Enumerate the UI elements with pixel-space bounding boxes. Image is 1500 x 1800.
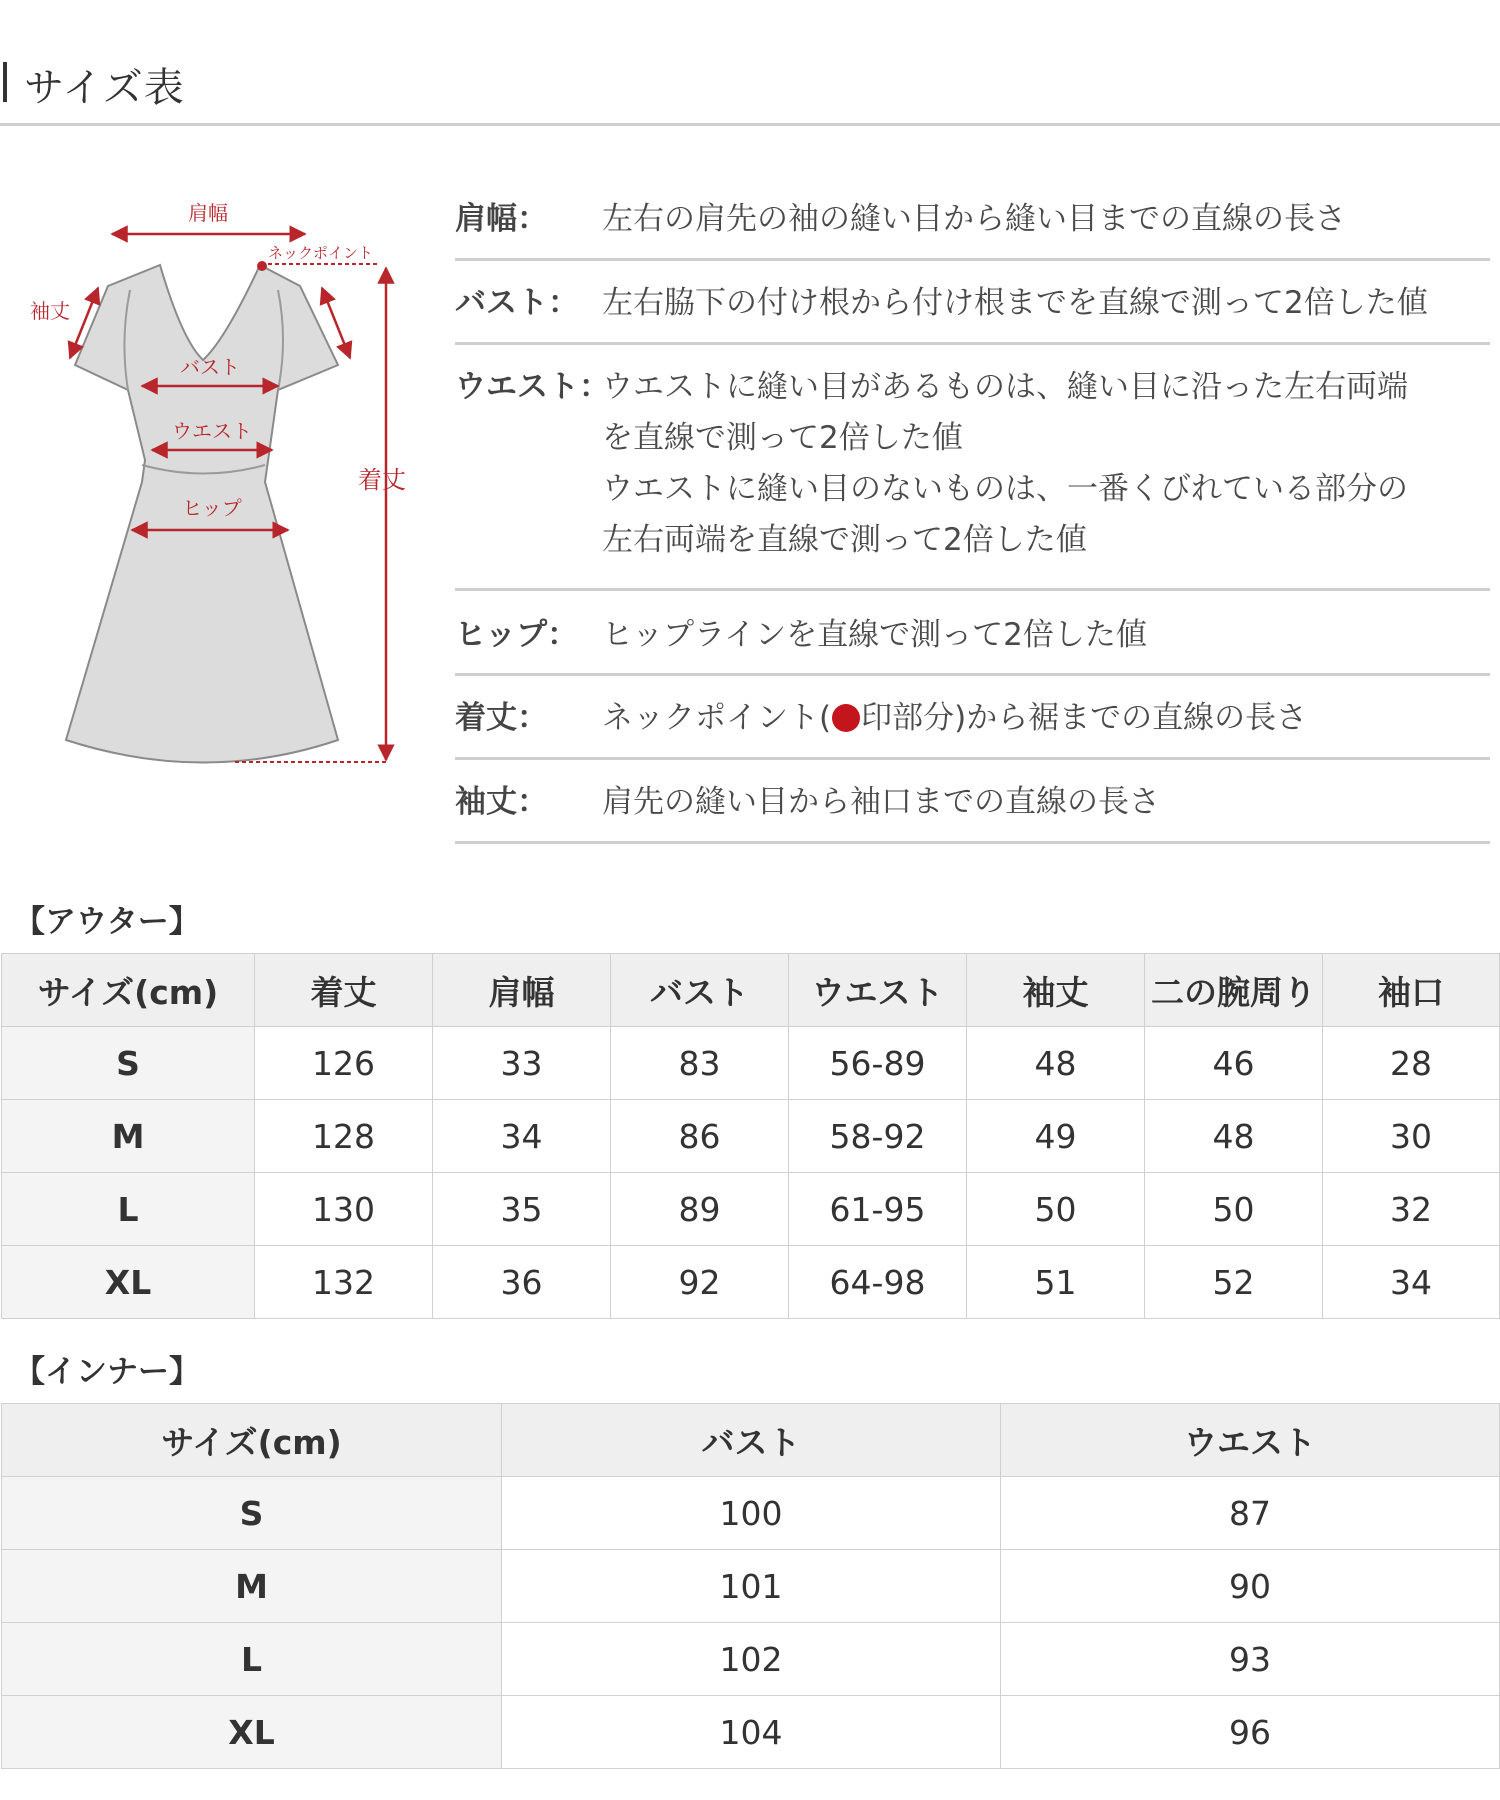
table-cell: 30	[1323, 1100, 1500, 1173]
definition-text	[602, 194, 1490, 245]
inner-size-table	[1, 1403, 1500, 1769]
measurement-definitions	[455, 186, 1490, 844]
size-cell: L	[2, 1623, 502, 1696]
table-cell: 86	[611, 1100, 789, 1173]
definition-hip	[455, 591, 1490, 676]
definition-length	[455, 676, 1490, 760]
table-cell: 61-95	[789, 1173, 967, 1246]
size-cell: M	[2, 1550, 502, 1623]
definition-line	[602, 693, 1490, 744]
definition-text	[602, 362, 1490, 566]
table-cell: 90	[1001, 1550, 1500, 1623]
sleeve-label: 袖丈	[30, 299, 70, 323]
column-header: バスト	[611, 954, 789, 1027]
size-cell: M	[2, 1100, 255, 1173]
definition-text	[602, 610, 1490, 661]
hip-label: ヒップ	[182, 496, 242, 520]
table-header-row	[2, 1404, 1500, 1477]
table-cell: 100	[502, 1477, 1001, 1550]
table-cell: 89	[611, 1173, 789, 1246]
column-header: サイズ(cm)	[2, 1404, 502, 1477]
table-cell: 34	[433, 1100, 611, 1173]
dress-illustration	[20, 190, 430, 790]
definition-line: 肩先の縫い目から袖口までの直線の長さ	[602, 784, 1160, 820]
table-cell: 48	[1145, 1100, 1323, 1173]
red-dot-icon	[832, 704, 860, 732]
table-cell: 49	[967, 1100, 1145, 1173]
waist-label: ウエスト	[172, 419, 252, 443]
definition-line: を直線で測って2倍した値	[602, 420, 963, 456]
table-cell: 101	[502, 1550, 1001, 1623]
outer-section-label: 【アウター】	[14, 904, 200, 940]
definition-line: 左右の肩先の袖の縫い目から縫い目までの直線の長さ	[602, 201, 1346, 237]
column-header: 袖口	[1323, 954, 1500, 1027]
definition-term: ウエスト：	[455, 369, 610, 405]
table-cell: 51	[967, 1246, 1145, 1319]
column-header: 二の腕周り	[1145, 954, 1323, 1027]
definition-term: 着丈：	[455, 700, 548, 736]
definition-line: ヒップラインを直線で測って2倍した値	[602, 617, 1147, 653]
table-cell: 128	[255, 1100, 433, 1173]
table-row	[2, 1550, 1500, 1623]
definition-line: ウエストに縫い目があるものは、縫い目に沿った左右両端	[602, 369, 1408, 405]
table-cell: 96	[1001, 1696, 1500, 1769]
definition-text	[602, 278, 1490, 329]
title-bar	[0, 0, 1500, 126]
table-cell: 58-92	[789, 1100, 967, 1173]
table-row	[2, 1100, 1500, 1173]
definition-term: ヒップ：	[455, 617, 579, 653]
size-cell: S	[2, 1027, 255, 1100]
column-header: ウエスト	[789, 954, 967, 1027]
shoulder-label: 肩幅	[188, 201, 228, 225]
column-header: 肩幅	[433, 954, 611, 1027]
definition-text	[602, 693, 1490, 744]
table-cell: 93	[1001, 1623, 1500, 1696]
table-cell: 48	[967, 1027, 1145, 1100]
neck-point-marker	[257, 261, 267, 271]
table-cell: 32	[1323, 1173, 1500, 1246]
definition-waist	[455, 345, 1490, 591]
size-cell: L	[2, 1173, 255, 1246]
table-cell: 34	[1323, 1246, 1500, 1319]
column-header: 着丈	[255, 954, 433, 1027]
table-cell: 35	[433, 1173, 611, 1246]
table-cell: 64-98	[789, 1246, 967, 1319]
size-cell: S	[2, 1477, 502, 1550]
table-row	[2, 1027, 1500, 1100]
table-cell: 36	[433, 1246, 611, 1319]
definition-line: 左右両端を直線で測って2倍した値	[602, 522, 1087, 558]
table-row	[2, 1173, 1500, 1246]
length-label: 着丈	[358, 466, 406, 494]
garment-diagram	[20, 190, 430, 790]
column-header: ウエスト	[1001, 1404, 1500, 1477]
table-cell: 50	[1145, 1173, 1323, 1246]
definition-text-after-dot: 印部分)から裾までの直線の長さ	[861, 700, 1308, 736]
table-cell: 50	[967, 1173, 1145, 1246]
table-cell: 33	[433, 1027, 611, 1100]
title-marker	[3, 62, 7, 102]
table-cell: 56-89	[789, 1027, 967, 1100]
page-title: サイズ表	[24, 65, 185, 111]
bust-label: バスト	[180, 355, 240, 379]
definition-line: ウエストに縫い目のないものは、一番くびれている部分の	[602, 471, 1408, 507]
column-header: バスト	[502, 1404, 1001, 1477]
table-cell: 83	[611, 1027, 789, 1100]
table-cell: 92	[611, 1246, 789, 1319]
table-cell: 126	[255, 1027, 433, 1100]
definition-text	[602, 777, 1490, 828]
table-cell: 28	[1323, 1027, 1500, 1100]
table-cell: 132	[255, 1246, 433, 1319]
definition-text-before-dot: ネックポイント(	[602, 700, 832, 736]
column-header: 袖丈	[967, 954, 1145, 1027]
definition-shoulder	[455, 186, 1490, 261]
table-cell: 87	[1001, 1477, 1500, 1550]
definition-bust	[455, 261, 1490, 345]
table-cell: 130	[255, 1173, 433, 1246]
definition-sleeve	[455, 760, 1490, 844]
table-cell: 104	[502, 1696, 1001, 1769]
table-cell: 52	[1145, 1246, 1323, 1319]
table-cell: 102	[502, 1623, 1001, 1696]
definition-line: 左右脇下の付け根から付け根までを直線で測って2倍した値	[602, 285, 1428, 321]
size-cell: XL	[2, 1246, 255, 1319]
definition-term: 肩幅：	[455, 201, 548, 237]
definition-term: 袖丈：	[455, 784, 548, 820]
size-cell: XL	[2, 1696, 502, 1769]
definition-term: バスト：	[455, 285, 579, 321]
inner-section-label: 【インナー】	[14, 1354, 200, 1390]
outer-size-table	[1, 953, 1500, 1319]
table-row	[2, 1696, 1500, 1769]
table-cell: 46	[1145, 1027, 1323, 1100]
table-row	[2, 1477, 1500, 1550]
column-header: サイズ(cm)	[2, 954, 255, 1027]
neck-point-label: ネックポイント	[268, 244, 374, 262]
table-row	[2, 1246, 1500, 1319]
table-header-row	[2, 954, 1500, 1027]
table-row	[2, 1623, 1500, 1696]
